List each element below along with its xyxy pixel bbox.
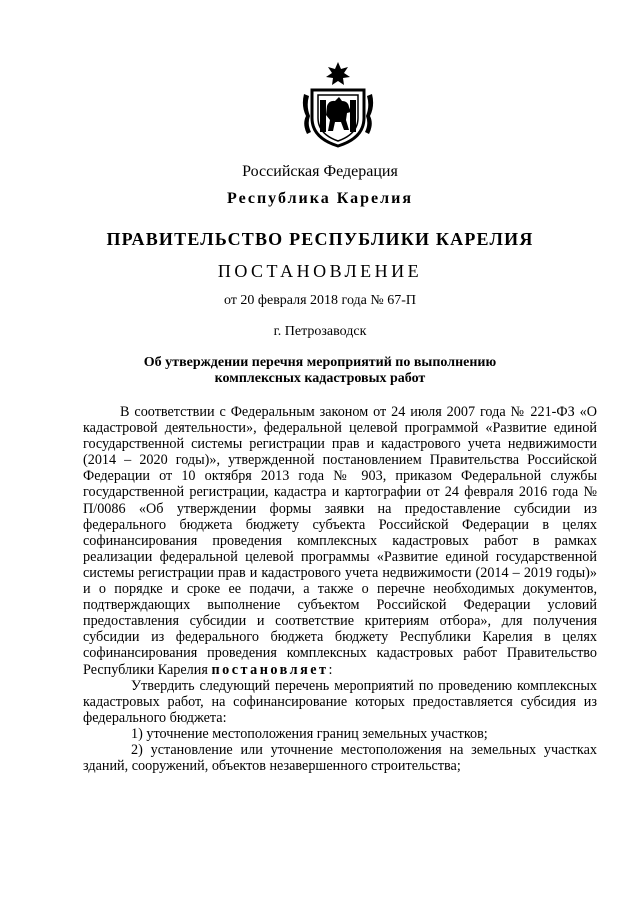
preamble-paragraph — [83, 404, 597, 678]
resolves-word: постановляет — [211, 661, 329, 678]
document-title — [0, 355, 640, 387]
country-name: Российская Федерация — [242, 163, 398, 180]
document-body — [83, 404, 597, 774]
resolves-colon: : — [328, 661, 333, 678]
document-title-line-1: Об утверждении перечня мероприятий по выполнению — [143, 355, 497, 370]
coat-of-arms-karelia-icon — [298, 60, 378, 148]
document-date-number: от 20 февраля 2018 года № 67-П — [223, 293, 417, 308]
document-type: ПОСТАНОВЛЕНИЕ — [217, 261, 423, 281]
government-name: ПРАВИТЕЛЬСТВО РЕСПУБЛИКИ КАРЕЛИЯ — [106, 229, 534, 249]
document-city: г. Петрозаводск — [273, 324, 367, 339]
preamble-text: В соответствии с Федеральным законом от 24 июля 2007 года № 221-ФЗ «О кадастровой деятельности», федеральной целевой программой «Развитие единой государственной системы регистрации прав и кадастрового учета недвижимости (2014 – 2020 годы)», утвержденной постановлением Правительства Российской Федерации от 10 октября 2013 года № 903, приказом Федеральной службы государственной регистрации, кадастра и картографии от 24 февраля 2016 года № П/0086 «Об утверждении формы заявки на предоставление субсидии из федерального бюджета бюджету субъекта Российской Федерации в целях софинансирования проведения комплексных кадастровых работ в рамках реализации федеральной целевой программы «Развитие единой государственной системы регистрации прав и кадастрового учета недвижимости (2014 – 2019 годы)» и о порядке и сроке ее подачи, а также о перечне необходимых документов, подтверждающих выполнение субъектом Российской Федерации условий предоставления субсидии и соответствие критериям отбора», для получения субсидии из федерального бюджета бюджету Республики Карелия в целях софинансирования проведения комплексных кадастровых работ Правительство Республики Карелия — [83, 404, 597, 678]
list-item: 1) уточнение местоположения границ земельных участков; — [131, 725, 488, 742]
republic-name: Республика Карелия — [227, 190, 413, 207]
document-title-line-2: комплексных кадастровых работ — [214, 371, 426, 386]
approve-paragraph: Утвердить следующий перечень мероприятий по проведению комплексных кадастровых работ, на софинансирование которых предоставляется субсидия из федерального бюджета: — [83, 677, 597, 726]
list-item: 2) установление или уточнение местоположения на земельных участках зданий, сооружений, объектов незавершенного строительства; — [83, 741, 597, 775]
